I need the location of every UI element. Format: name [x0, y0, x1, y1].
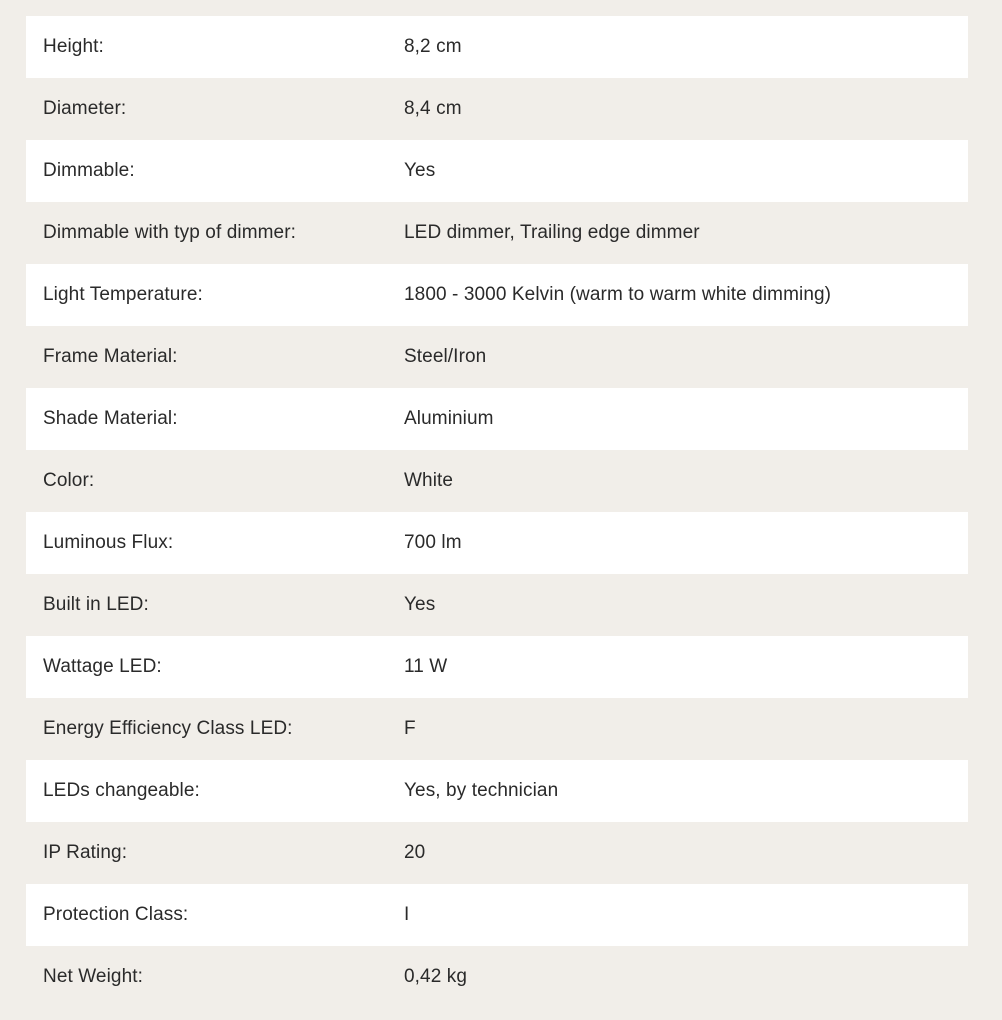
specifications-table	[26, 16, 968, 1008]
spec-value: Yes	[404, 160, 436, 181]
spec-label: Net Weight:	[43, 966, 144, 987]
spec-row-energy-class	[26, 698, 968, 760]
spec-row-protection-class	[26, 884, 968, 946]
spec-label: IP Rating:	[43, 842, 128, 863]
spec-row-leds-changeable	[26, 760, 968, 822]
spec-row-diameter	[26, 78, 968, 140]
spec-value: 20	[404, 842, 426, 863]
spec-value: 11 W	[404, 656, 448, 677]
spec-row-luminous-flux	[26, 512, 968, 574]
spec-value: Yes	[404, 594, 436, 615]
spec-value: Steel/Iron	[404, 346, 487, 367]
spec-value: Yes, by technician	[404, 780, 559, 801]
spec-label: Shade Material:	[43, 408, 178, 429]
spec-row-wattage-led	[26, 636, 968, 698]
spec-label: Color:	[43, 470, 95, 491]
spec-label: Dimmable:	[43, 160, 135, 181]
spec-value: 700 lm	[404, 532, 462, 553]
spec-value: Aluminium	[404, 408, 494, 429]
spec-value: 8,2 cm	[404, 36, 462, 57]
spec-row-shade-material	[26, 388, 968, 450]
spec-label: Wattage LED:	[43, 656, 162, 677]
spec-label: Energy Efficiency Class LED:	[43, 718, 293, 739]
spec-value: LED dimmer, Trailing edge dimmer	[404, 222, 700, 243]
spec-row-dimmable	[26, 140, 968, 202]
spec-label: Diameter:	[43, 98, 127, 119]
spec-row-dimmer-type	[26, 202, 968, 264]
spec-value: I	[404, 904, 410, 925]
spec-label: Protection Class:	[43, 904, 189, 925]
spec-row-height	[26, 16, 968, 78]
spec-row-built-in-led	[26, 574, 968, 636]
spec-value: 1800 - 3000 Kelvin (warm to warm white dimming)	[404, 284, 832, 305]
spec-label: Light Temperature:	[43, 284, 203, 305]
spec-value: 8,4 cm	[404, 98, 462, 119]
spec-label: Built in LED:	[43, 594, 149, 615]
spec-label: Dimmable with typ of dimmer:	[43, 222, 297, 243]
spec-value: F	[404, 718, 416, 739]
spec-row-light-temperature	[26, 264, 968, 326]
spec-row-net-weight	[26, 946, 968, 1008]
spec-label: Frame Material:	[43, 346, 178, 367]
spec-label: Height:	[43, 36, 104, 57]
spec-value: White	[404, 470, 454, 491]
spec-label: Luminous Flux:	[43, 532, 174, 553]
spec-row-ip-rating	[26, 822, 968, 884]
spec-row-frame-material	[26, 326, 968, 388]
spec-label: LEDs changeable:	[43, 780, 200, 801]
spec-row-color	[26, 450, 968, 512]
spec-value: 0,42 kg	[404, 966, 468, 987]
